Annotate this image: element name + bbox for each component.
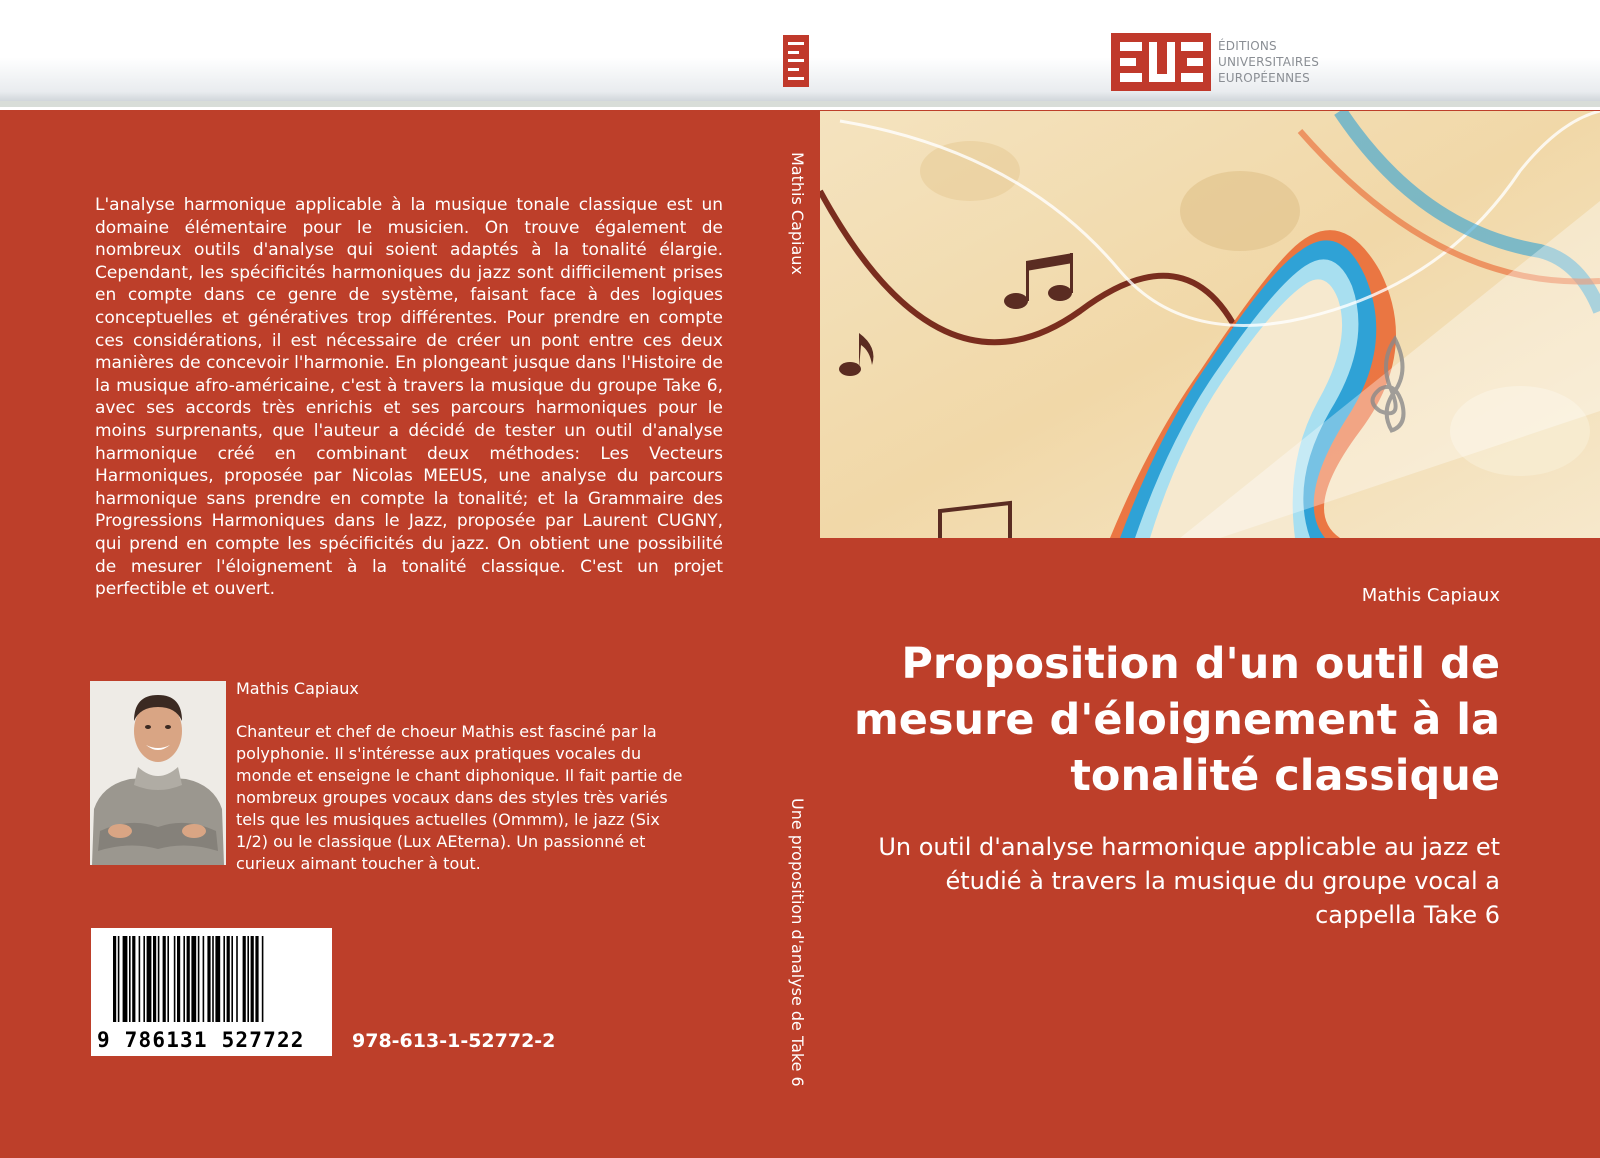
eue-logo-icon <box>1111 33 1211 91</box>
publisher-line-2: UNIVERSITAIRES <box>1218 55 1320 69</box>
barcode-digits: 9 786131 527722 <box>97 1028 305 1052</box>
publisher-line-1: ÉDITIONS <box>1218 39 1277 53</box>
author-bio: Chanteur et chef de choeur Mathis est fasciné par la polyphonie. Il s'intéresse aux pratiques vocales du monde et enseigne le chant diphonique. Il fait partie de nombreux groupes vocaux dans des styles très variés tels que les musiques actuelles (Ommm), le jazz (Six 1/2) ou le classique (Lux AEterna). Un passionné et curieux aimant toucher à tout. <box>236 722 683 873</box>
book-subtitle: Un outil d'analyse harmonique applicable au jazz et étudié à travers la musique du groupe vocal a cappella Take 6 <box>878 833 1500 929</box>
book-title: Proposition d'un outil de mesure d'éloignement à la tonalité classique <box>853 639 1500 801</box>
isbn-number: 978-613-1-52772-2 <box>352 1030 556 1052</box>
publisher-line-3: EUROPÉENNES <box>1218 71 1310 85</box>
back-cover-blurb: L'analyse harmonique applicable à la musique tonale classique est un domaine élémentaire pour le musicien. On trouve également de nombreux outils d'analyse qui soient adaptés à la tonalité élargie. Cependant, les spécificités harmoniques du jazz sont difficilement prises en compte dans ce genre de système, faisant face à des logiques conceptuelles et génératives trop différentes. Pour prendre en compte ces considérations, il est nécessaire de créer un pont entre ces deux manières de concevoir l'harmonie. En plongeant jusque dans l'Histoire de la musique afro-américaine, c'est à travers la musique du groupe Take 6, avec ses accords très enrichis et ses parcours harmoniques pour le moins surprenants, que l'auteur a décidé de tester un outil d'analyse harmonique créé en combinant deux méthodes: Les Vecteurs Harmoniques, proposée par Nicolas MEEUS, une analyse du parcours harmonique sans prendre en compte la tonalité; et la Grammaire des Progressions Harmoniques dans le Jazz, proposée par Laurent CUGNY, qui prend en compte les spécificités du jazz. On obtient une possibilité de mesurer l'éloignement à la tonalité classique. C'est un projet perfectible et ouvert. <box>95 195 723 600</box>
author-photo <box>90 681 226 865</box>
eue-spine-logo-icon <box>783 35 809 87</box>
barcode-icon <box>91 928 332 1028</box>
spine-author: Mathis Capiaux <box>788 152 807 275</box>
cover-illustration <box>820 111 1600 538</box>
bio-author-name: Mathis Capiaux <box>236 679 359 698</box>
front-author: Mathis Capiaux <box>1361 585 1500 606</box>
top-rule <box>0 101 1600 107</box>
publisher-name <box>1218 38 1319 86</box>
spine-title: Une proposition d'analyse de Take 6 <box>788 798 807 1087</box>
barcode <box>91 928 332 1056</box>
